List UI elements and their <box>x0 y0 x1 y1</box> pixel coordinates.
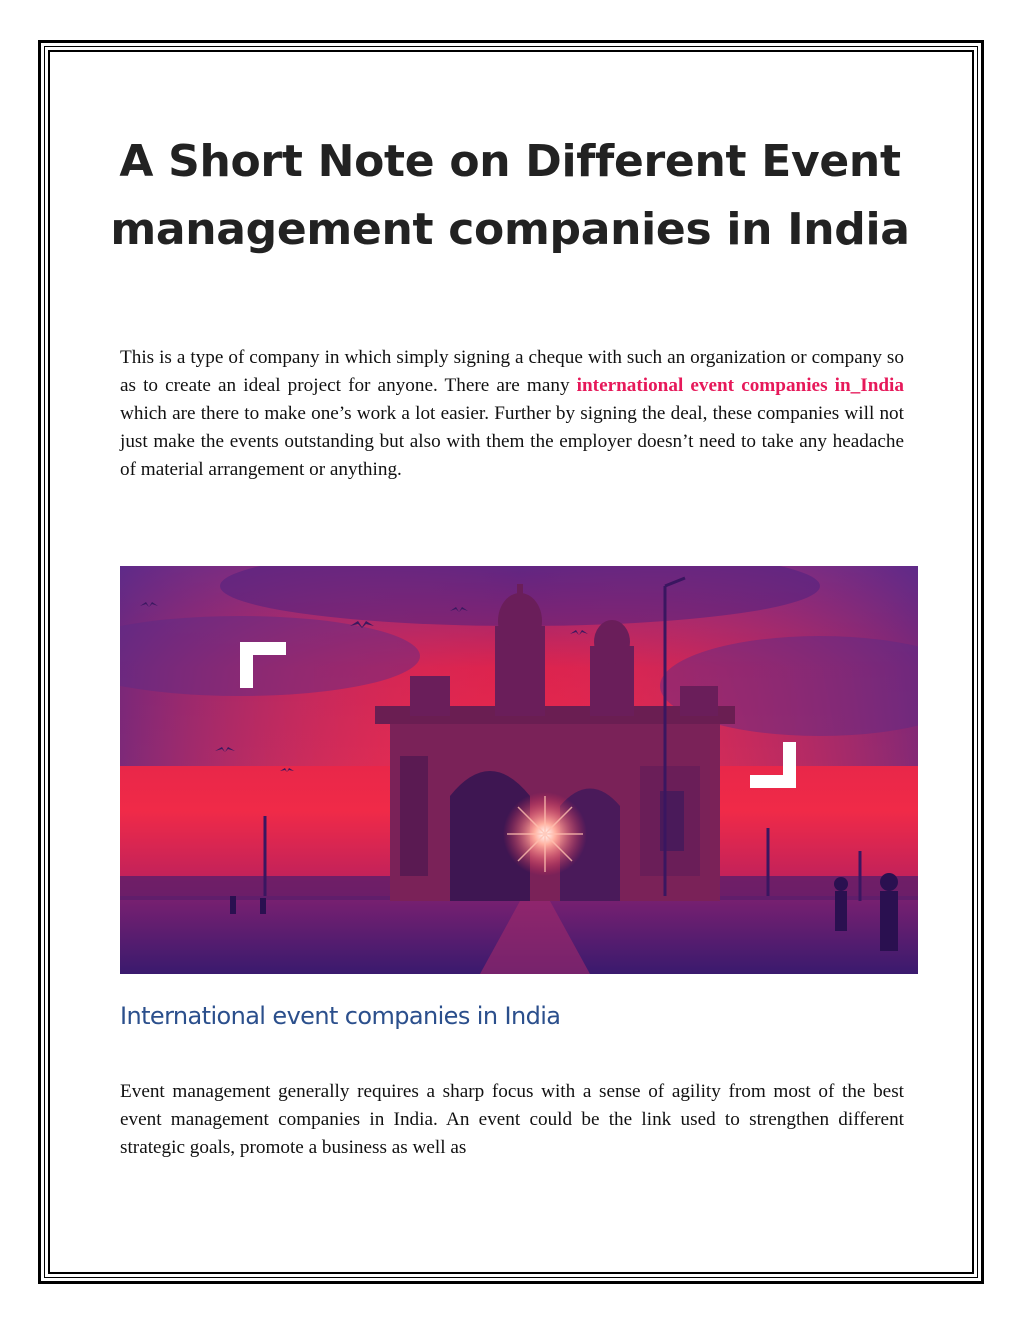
section-heading: International event companies in India <box>120 1002 561 1030</box>
intro-text-before: This is a type of company in which simply signing a cheque with such an organization or company so as to create an ideal project for anyone. There are many <box>120 347 904 396</box>
international-event-companies-link[interactable]: international event companies in_India <box>576 375 904 396</box>
body-paragraph: Event management generally requires a sharp focus with a sense of agility from most of the best event management companies in India. An event could be the link used to strengthen different strategic goals, promote a business as well as <box>120 1081 904 1158</box>
intro-text-after: which are there to make one’s work a lot easier. Further by signing the deal, these companies will not just make the events outstanding but also with them the employer doesn’t need to take any headache of material arrangement or anything. <box>120 403 904 480</box>
sun-rays <box>507 796 583 872</box>
hero-image-gateway-of-india <box>120 566 918 974</box>
document-title: A Short Note on Different Event management companies in India <box>110 136 910 255</box>
intro-paragraph <box>120 344 904 484</box>
